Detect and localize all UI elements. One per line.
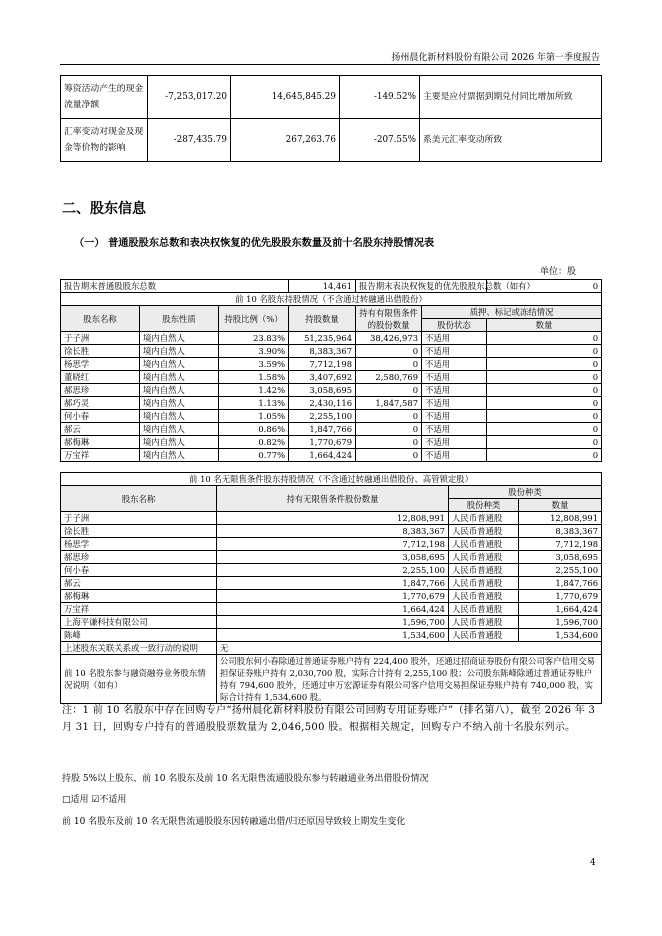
- cell-nature: 境内自然人: [140, 423, 219, 436]
- cell-status: 不适用: [422, 436, 487, 449]
- cell-nature: 境内自然人: [140, 371, 219, 384]
- cell-qty: 1,847,766: [289, 423, 356, 436]
- table-row: [61, 358, 602, 371]
- cell-status: 不适用: [422, 345, 487, 358]
- cell-qty: 3,058,695: [217, 551, 449, 564]
- cashflow-previous: 267,263.76: [231, 119, 340, 162]
- table-row: [61, 525, 602, 538]
- cell-qty: 2,255,100: [217, 564, 449, 577]
- cell-pqty: 0: [487, 436, 602, 449]
- cell-restricted: 0: [356, 410, 422, 423]
- cell-pqty: 0: [487, 449, 602, 462]
- cell-name: 何小春: [61, 564, 217, 577]
- header-rule: [60, 64, 600, 65]
- cell-name: 万宝祥: [61, 603, 217, 616]
- cell-restricted: 0: [356, 449, 422, 462]
- cashflow-change: -207.55%: [340, 119, 420, 162]
- cell-name: 于子洲: [61, 332, 140, 345]
- cell-ratio: 0.82%: [219, 436, 289, 449]
- cell-status: 不适用: [422, 410, 487, 423]
- cell-name: 郝巧灵: [61, 397, 140, 410]
- cell-qty: 1,596,700: [217, 616, 449, 629]
- cell-qty: 8,383,367: [289, 345, 356, 358]
- table-row: [61, 449, 602, 462]
- table-row: [61, 436, 602, 449]
- cell-name: 何小春: [61, 410, 140, 423]
- col-header-nature: 股东性质: [140, 306, 219, 332]
- cell-status: 不适用: [422, 358, 487, 371]
- cell-pqty: 0: [487, 345, 602, 358]
- cell-qty: 7,712,198: [289, 358, 356, 371]
- col-header-pledge: 质押、标记或冻结情况: [422, 306, 602, 319]
- cell-pqty: 0: [487, 371, 602, 384]
- cell-qty: 12,808,991: [217, 512, 449, 525]
- cell-status: 不适用: [422, 371, 487, 384]
- cell-ratio: 0.77%: [219, 449, 289, 462]
- cell-count: 2,255,100: [519, 564, 602, 577]
- cell-count: 3,058,695: [519, 551, 602, 564]
- col-header-count: 数量: [519, 499, 602, 512]
- cell-restricted: 0: [356, 384, 422, 397]
- cell-ratio: 3.59%: [219, 358, 289, 371]
- cell-status: 不适用: [422, 397, 487, 410]
- lending-change-disclosure: 前 10 名股东及前 10 名无限售流通股股东因转融通出借/归还原因导致较上期发生变化: [62, 817, 406, 827]
- cashflow-previous: 14,645,845.29: [231, 76, 340, 119]
- unrestricted-section-label: 前 10 名无限售条件股东持股情况（不含通过转融通出借股份、高管锁定股）: [61, 473, 602, 486]
- col-header-ratio: 持股比例（%）: [219, 306, 289, 332]
- cell-type: 人民币普通股: [449, 551, 519, 564]
- cell-type: 人民币普通股: [449, 538, 519, 551]
- cell-qty: 2,255,100: [289, 410, 356, 423]
- cell-type: 人民币普通股: [449, 577, 519, 590]
- cell-name: 杨思学: [61, 358, 140, 371]
- cell-ratio: 1.05%: [219, 410, 289, 423]
- cell-type: 人民币普通股: [449, 590, 519, 603]
- cell-name: 杨思学: [61, 538, 217, 551]
- table-row: [61, 590, 602, 603]
- cell-status: 不适用: [422, 332, 487, 345]
- cell-ratio: 1.42%: [219, 384, 289, 397]
- col-header-unres-name: 股东名称: [61, 486, 217, 512]
- table-row: [61, 538, 602, 551]
- cell-restricted: 1,847,587: [356, 397, 422, 410]
- cell-ratio: 3.90%: [219, 345, 289, 358]
- cell-qty: 1,847,766: [217, 577, 449, 590]
- margin-label: 前 10 名股东参与融资融券业务股东情况说明（如有）: [61, 655, 217, 704]
- cashflow-change: -149.52%: [340, 76, 420, 119]
- table-row: [61, 371, 602, 384]
- col-header-qty: 持股数量: [289, 306, 356, 332]
- cell-count: 12,808,991: [519, 512, 602, 525]
- lending-disclosure: 持股 5%以上股东、前 10 名股东及前 10 名无限售流通股股东参与转融通业务出借股份情况: [62, 774, 429, 784]
- cell-qty: 3,407,692: [289, 371, 356, 384]
- cell-nature: 境内自然人: [140, 436, 219, 449]
- cell-name: 徐长胜: [61, 345, 140, 358]
- col-header-restricted: 持有有限售条件的股份数量: [356, 306, 422, 332]
- table-row: [61, 577, 602, 590]
- col-header-type: 股份种类: [449, 499, 519, 512]
- unit-label: 单位：股: [540, 267, 577, 277]
- table-row: [61, 512, 602, 525]
- col-header-name: 股东名称: [61, 306, 140, 332]
- cell-count: 1,664,424: [519, 603, 602, 616]
- summary-row: [61, 280, 602, 293]
- cell-name: 董晓红: [61, 371, 140, 384]
- cell-qty: 51,235,964: [289, 332, 356, 345]
- cell-name: 陈峰: [61, 629, 217, 642]
- cell-nature: 境内自然人: [140, 449, 219, 462]
- table-row: [61, 384, 602, 397]
- applicability-checkbox: □适用 ☑不适用: [62, 795, 127, 805]
- table-row: [61, 345, 602, 358]
- cell-pqty: 0: [487, 423, 602, 436]
- table-row: [61, 551, 602, 564]
- cell-count: 8,383,367: [519, 525, 602, 538]
- cell-count: 1,770,679: [519, 590, 602, 603]
- cell-qty: 2,430,116: [289, 397, 356, 410]
- cell-type: 人民币普通股: [449, 564, 519, 577]
- table-row: [61, 603, 602, 616]
- col-header-unres-qty: 持有无限售条件股份数量: [217, 486, 449, 512]
- table-row: [61, 332, 602, 345]
- cashflow-current: -287,435.79: [148, 119, 231, 162]
- cell-name: 郝思珍: [61, 551, 217, 564]
- cashflow-table: [60, 75, 602, 162]
- col-header-pledge-qty: 数量: [487, 319, 602, 332]
- cashflow-item: 筹资活动产生的现金流量净额: [61, 76, 148, 119]
- table-row: [61, 616, 602, 629]
- cell-pqty: 0: [487, 332, 602, 345]
- subsection-title: （一） 普通股股东总数和表决权恢复的优先股股东数量及前十名股东持股情况表: [74, 238, 435, 249]
- cell-restricted: 38,426,973: [356, 332, 422, 345]
- cell-pqty: 0: [487, 397, 602, 410]
- cell-qty: 7,712,198: [217, 538, 449, 551]
- cell-count: 7,712,198: [519, 538, 602, 551]
- cell-qty: 1,664,424: [289, 449, 356, 462]
- unrestricted-shareholders-table: [60, 472, 602, 704]
- footnote: 注：1 前 10 名股东中存在回购专户“扬州晨化新材料股份有限公司回购专用证券账户”（排名第八），截至 2026 年 3 月 31 日，回购专户持有的普通股股票数量为 2,046,500 股。根据相关规定，回购专户不纳入前十名股东列示。: [62, 705, 596, 733]
- cell-qty: 1,770,679: [217, 590, 449, 603]
- cell-name: 徐长胜: [61, 525, 217, 538]
- cell-name: 郝思珍: [61, 384, 140, 397]
- cashflow-reason: 主要是应付票据到期兑付同比增加所致: [420, 76, 602, 119]
- cell-type: 人民币普通股: [449, 603, 519, 616]
- cell-qty: 1,770,679: [289, 436, 356, 449]
- cell-qty: 1,664,424: [217, 603, 449, 616]
- cell-pqty: 0: [487, 384, 602, 397]
- table-row: [61, 410, 602, 423]
- table-row: [61, 76, 602, 119]
- cell-type: 人民币普通股: [449, 616, 519, 629]
- cell-ratio: 0.86%: [219, 423, 289, 436]
- cell-name: 上海平谦科技有限公司: [61, 616, 217, 629]
- report-header: 扬州晨化新材料股份有限公司 2026 年第一季度报告: [391, 53, 600, 63]
- cell-type: 人民币普通股: [449, 512, 519, 525]
- cell-nature: 境内自然人: [140, 332, 219, 345]
- cell-name: 郝梅琳: [61, 436, 140, 449]
- col-header-pledge-status: 股份状态: [422, 319, 487, 332]
- preferred-holders-value: 0: [487, 280, 602, 293]
- cell-type: 人民币普通股: [449, 629, 519, 642]
- cell-nature: 境内自然人: [140, 410, 219, 423]
- cell-nature: 境内自然人: [140, 358, 219, 371]
- cell-count: 1,534,600: [519, 629, 602, 642]
- common-holders-label: 报告期末普通股股东总数: [61, 280, 289, 293]
- cashflow-item: 汇率变动对现金及现金等价物的影响: [61, 119, 148, 162]
- cell-name: 万宝祥: [61, 449, 140, 462]
- cashflow-current: -7,253,017.20: [148, 76, 231, 119]
- cell-restricted: 0: [356, 345, 422, 358]
- cell-qty: 3,058,695: [289, 384, 356, 397]
- cell-name: 郝云: [61, 423, 140, 436]
- cell-status: 不适用: [422, 449, 487, 462]
- cell-restricted: 0: [356, 423, 422, 436]
- top10-shareholders-table: [60, 279, 602, 462]
- top10-section-label: 前 10 名股东持股情况（不含通过转融通出借股份）: [61, 293, 602, 306]
- section-title: 二、股东信息: [62, 201, 146, 217]
- cell-pqty: 0: [487, 410, 602, 423]
- cell-nature: 境内自然人: [140, 345, 219, 358]
- cell-name: 于子洲: [61, 512, 217, 525]
- cell-name: 郝梅琳: [61, 590, 217, 603]
- table-row: [61, 423, 602, 436]
- preferred-holders-label: 报告期末表决权恢复的优先股股东总数（如有）: [356, 280, 487, 293]
- cell-restricted: 0: [356, 358, 422, 371]
- cell-restricted: 2,580,769: [356, 371, 422, 384]
- cashflow-reason: 系美元汇率变动所致: [420, 119, 602, 162]
- cell-status: 不适用: [422, 384, 487, 397]
- table-row: [61, 564, 602, 577]
- related-label: 上述股东关联关系或一致行动的说明: [61, 642, 217, 655]
- margin-value: 公司股东何小春除通过普通证券账户持有 224,400 股外，还通过招商证券股份有限公司客户信用交易担保证券账户持有 2,030,700 股，实际合计持有 2,255,100 股；公司股东陈峰除通过普通证券账户持有 794,600 股外，还通过申万宏源证券有限公司客户信用交易担保证券账户持有 740,000 股，实际合计持有 1,534,600 股。: [217, 655, 602, 704]
- common-holders-value: 14,461: [289, 280, 356, 293]
- page-number: 4: [590, 858, 596, 868]
- related-value: 无: [217, 642, 602, 655]
- cell-count: 1,847,766: [519, 577, 602, 590]
- cell-count: 1,596,700: [519, 616, 602, 629]
- cell-nature: 境内自然人: [140, 397, 219, 410]
- cell-qty: 1,534,600: [217, 629, 449, 642]
- cell-qty: 8,383,367: [217, 525, 449, 538]
- table-row: [61, 629, 602, 642]
- cell-type: 人民币普通股: [449, 525, 519, 538]
- table-row: [61, 119, 602, 162]
- cell-status: 不适用: [422, 423, 487, 436]
- cell-ratio: 23.83%: [219, 332, 289, 345]
- cell-nature: 境内自然人: [140, 384, 219, 397]
- table-row: [61, 397, 602, 410]
- cell-name: 郝云: [61, 577, 217, 590]
- cell-restricted: 0: [356, 436, 422, 449]
- cell-ratio: 1.58%: [219, 371, 289, 384]
- cell-pqty: 0: [487, 358, 602, 371]
- cell-ratio: 1.13%: [219, 397, 289, 410]
- col-header-type-group: 股份种类: [449, 486, 602, 499]
